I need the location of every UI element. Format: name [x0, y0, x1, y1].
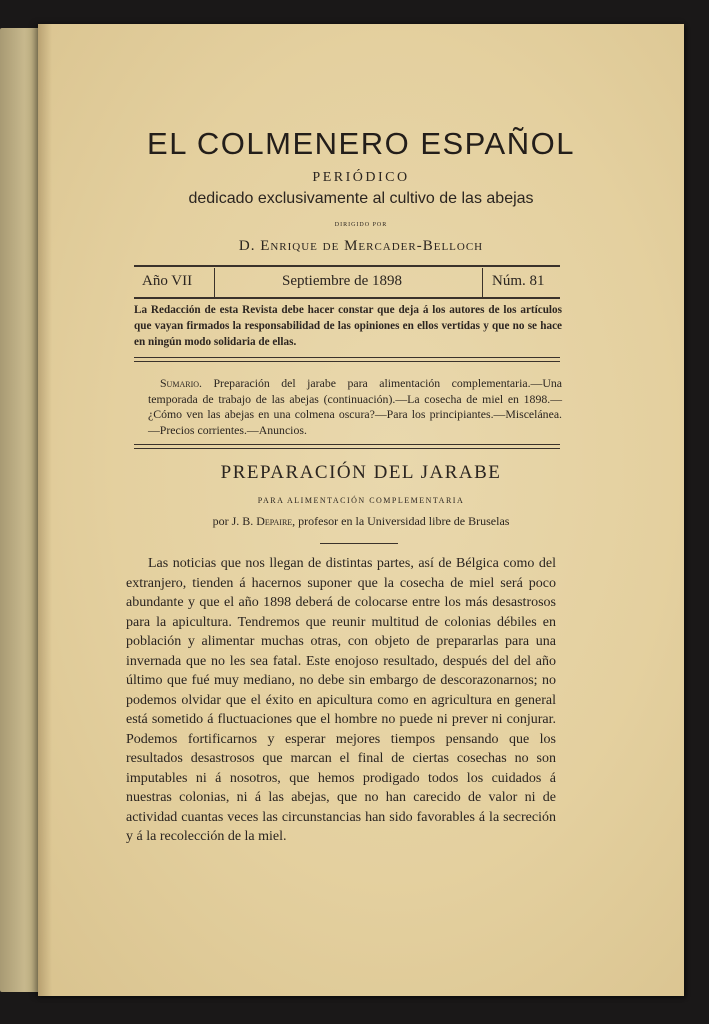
editorial-notice: La Redacción de esta Revista debe hacer constar que deja á los autores de los artículos que vayan firmados la responsabilidad de las opiniones en ellos vertidas y que no se hace en ningún modo solidaria de ellas.	[134, 304, 562, 348]
notice-rule	[134, 361, 560, 362]
article-title: PREPARACIÓN DEL JARABE	[220, 462, 502, 483]
journal-title: EL COLMENERO ESPAÑOL	[147, 126, 575, 161]
summary-rule	[134, 448, 560, 449]
issue-divider	[482, 268, 483, 298]
notice-rule	[134, 357, 560, 358]
article-byline	[38, 514, 684, 529]
byline-suffix: profesor en la Universidad libre de Bruselas	[298, 514, 510, 528]
summary-label: Sumario.	[160, 376, 202, 390]
journal-tagline: dedicado exclusivamente al cultivo de las abejas	[188, 190, 534, 207]
summary-rule	[134, 444, 560, 445]
issue-divider	[214, 268, 215, 298]
issue-bottom-rule	[134, 297, 560, 299]
journal-subtitle: PERIÓDICO	[312, 170, 410, 185]
summary-text: Preparación del jarabe para alimentación complementaria.—Una temporada de trabajo de las abejas (continuación).—La cosecha de miel en 1898.—¿Cómo ven las abejas en una colmena oscura?—Para los principiantes.—Miscelánea.—Precios corrientes.—Anuncios.	[148, 376, 563, 437]
journal-page	[38, 24, 684, 996]
issue-year: Año VII	[142, 273, 193, 289]
byline-rule	[320, 543, 398, 544]
article-body: Las noticias que nos llegan de distintas partes, así de Bélgica como del extranjero, tienden á hacernos suponer que la cosecha de miel será poco abundante y que el año 1898 deberá de colocarse entre los más desastrosos para la apicultura. Tendremos que reunir multitud de colonias débiles en población y alimentar muchas otras, con objeto de prepararlas para una invernada que no les sea fatal. Este enojoso resultado, después del del año último que fué muy mediano, no debe sin embargo de descorazonarnos; no podemos olvidar que el éxito en apicultura como en agricultura en general está sometido á fluctuaciones que el hombre no puede ni prever ni conjurar. Podemos fortificarnos y esperar mejores tiempos pensando que los resultados desastrosos que marcan el final de ciertas cosechas no son imputables ni á nosotros, que hemos prodigado todos los cuidados á nuestras colonias, ni á las abejas, que no han carecido de valor ni de actividad cuantas veces las circunstancias han sido favorables á la secreción y á la recolección de la miel.	[126, 556, 556, 844]
summary	[148, 376, 562, 438]
issue-info-row	[134, 266, 558, 298]
directed-by-label: DIRIGIDO POR	[334, 222, 388, 228]
byline-prefix: por	[212, 514, 229, 528]
article-author: J. B. Depaire,	[231, 514, 296, 528]
director-name: D. Enrique de Mercader-Belloch	[238, 238, 484, 254]
issue-number: Núm. 81	[492, 273, 545, 289]
issue-date: Septiembre de 1898	[282, 273, 402, 289]
article-subtitle: PARA ALIMENTACIÓN COMPLEMENTARIA	[257, 496, 465, 505]
